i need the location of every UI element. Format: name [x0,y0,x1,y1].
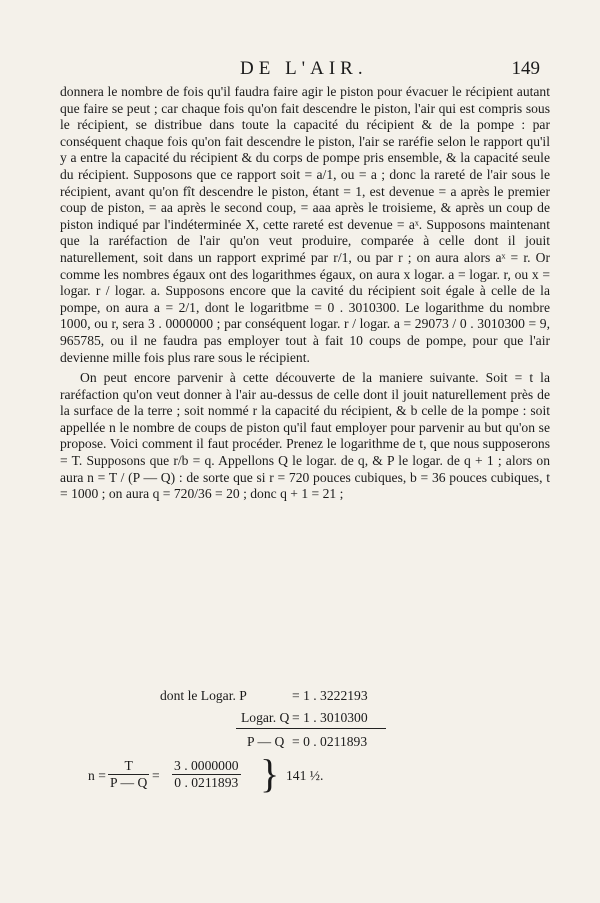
computation-line-1-label: dont le Logar. P [160,688,247,703]
computation-line-3-label: P — Q [247,734,285,749]
final-brace: } [260,751,280,796]
computation-line-3-value: = 0 . 0211893 [292,734,368,749]
paragraph-2: On peut encore parvenir à cette découverte de la maniere suivante. Soit = t la raréfaction qu'on veut donner à l'air au-dessus de celle dont il jouit naturellement près de la surface de la terre ; soit nommé r la capacité du récipient, & b celle de la pompe : soit appellée n le nombre de coups de piston qu'il faut employer pour parvenir au but qu'on se propose. Voici comment il faut procéder. Prenez le logarithme de t, que nous supposerons = T. Supposons que r/b = q. Appellons Q le logar. de q, & P le logar. de q + 1 ; alors on aura n = T / (P — Q) : de sorte que si r = 720 pouces cubiques, b = 36 pouces cubiques, t = 1000 ; on aura q = 720/36 = 20 ; donc q + 1 = 21 ; [60,370,550,502]
computation-line-2-label: Logar. Q [241,710,290,725]
main-text [60,84,550,503]
computation-line-2-value: = 1 . 3010300 [292,710,368,725]
final-numerator: 3 . 0000000 [174,758,239,773]
final-fraction [108,758,149,791]
final-lhs: n = [88,768,106,783]
running-head: DE L'AIR. [240,58,368,79]
computation-line-1-value: = 1 . 3222193 [292,688,368,703]
page-header [0,58,600,86]
final-fraction-numerator: T [108,758,149,775]
computation-rule [236,728,386,729]
final-denominator: 0 . 0211893 [174,775,239,790]
final-fraction-denominator: P — Q [110,775,148,790]
page-number: 149 [511,58,540,79]
final-values [172,758,241,791]
final-result: 141 ½. [286,768,324,783]
final-equals: = [152,768,160,783]
paragraph-1: donnera le nombre de fois qu'il faudra faire agir le piston pour évacuer le récipient autant que faire se peut ; car chaque fois qu'on fait descendre le piston, l'air qui est compris sous le récipient, se distribue dans toute la capacité du récipient & de la pompe : par conséquent chaque fois qu'on fait descendre le piston, l'air se raréfie selon le rapport qu'il y a entre la capacité du récipient & du corps de pompe pris ensemble, & la capacité seule du récipient. Supposons que ce rapport soit = a/1, ou = a ; donc la rareté de l'air sous le récipient, avant qu'on fît descendre le piston, étant = 1, est devenue = a après le premier coup de piston, = aa après le second coup, = aaa après le troisieme, & après un coup de piston indiqué par l'indéterminée X, cette rareté est devenue = aˣ. Supposons maintenant que la raréfaction de l'air qu'on veut produire, comparée à celle dont il jouit naturellement, soit dans un rapport exprimé par r/1, ou par r ; on aura alors aˣ = r. Or comme les nombres égaux ont des logarithmes égaux, on aura x logar. a = logar. r, ou x = logar. r / logar. a. Supposons encore que la cavité du récipient soit égale à celle de la pompe, on aura a = 2/1, dont le logaritbme = 0 . 3010300. Le logarithme du nombre 1000, ou r, sera 3 . 0000000 ; par conséquent logar. r / logar. a = 29073 / 0 . 3010300 = 9, 965785, ou il ne faudra pas employer tout à fait 10 coups de pompe, pour que l'air devienne mille fois plus rare sous le récipient. [60,84,550,365]
